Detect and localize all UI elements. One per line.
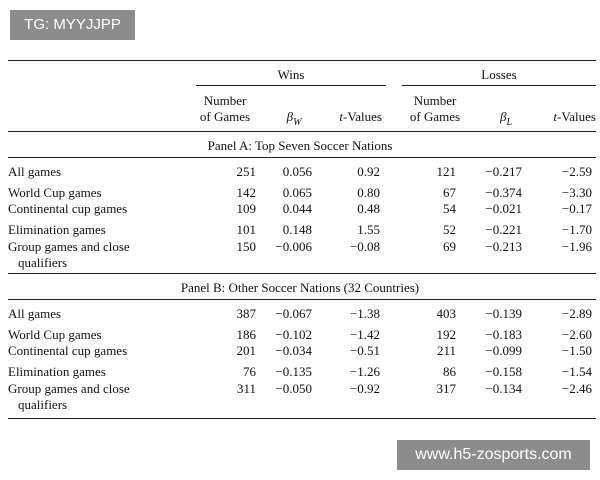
wins-number-header-line2: of Games [199,109,251,124]
losses-number-cell: 69 [443,239,456,254]
wins-number-cell: 251 [236,164,256,179]
losses-number-cell: 403 [436,306,456,321]
wins-number-cell: 311 [236,381,256,396]
top-rule [8,60,596,61]
wins-number-cell: 186 [236,327,256,342]
beta-w-cell: 0.056 [282,164,312,179]
beta-l-cell: −0.021 [485,201,522,216]
beta-w-subscript: W [293,116,302,128]
t-wins-cell: −1.42 [349,327,380,342]
t-losses-cell: −1.54 [561,364,592,379]
wins-number-header-line1: Number [203,93,247,108]
t-wins-cell: −1.26 [349,364,380,379]
t-losses-cell: −1.96 [561,239,592,254]
row-label: Continental cup games [8,343,128,358]
row-label: Group games and close [8,239,130,254]
losses-number-header-line1: Number [413,93,457,108]
beta-l-cell: −0.213 [485,239,522,254]
losses-number-cell: 211 [436,343,456,358]
t-losses-cell: −2.89 [561,306,592,321]
row-label: Elimination games [8,364,106,379]
losses-underline [402,85,596,86]
row-label: All games [8,306,62,321]
losses-number-cell: 86 [443,364,456,379]
t-wins-cell: 0.80 [357,185,380,200]
beta-w-cell: −0.102 [275,327,312,342]
beta-l-cell: −0.221 [485,222,522,237]
t-values-wins-rest: -Values [343,109,382,124]
beta-w-cell: −0.135 [275,364,312,379]
beta-w-symbol: β [286,109,294,124]
wins-header: Wins [277,67,305,82]
t-values-wins-header [320,109,382,125]
t-values-wins-t: t [339,109,343,124]
t-values-losses-rest: -Values [557,109,596,124]
beta-w-cell: −0.067 [275,306,312,321]
losses-number-cell: 67 [443,185,456,200]
beta-l-symbol: β [499,109,507,124]
header-rule [8,131,596,132]
losses-number-cell: 54 [443,201,456,216]
t-wins-cell: 0.92 [357,164,380,179]
t-wins-cell: 1.55 [357,222,380,237]
t-losses-cell: −2.59 [561,164,592,179]
beta-w-cell: −0.034 [275,343,312,358]
losses-number-cell: 52 [443,222,456,237]
panel-a-rule [8,157,596,158]
beta-l-header [484,109,528,131]
row-label: Group games and close [8,381,130,396]
beta-w-cell: 0.065 [282,185,312,200]
t-values-losses-header [530,109,596,125]
watermark-bottom-right: www.h5-zosports.com [397,440,590,470]
panel-a-bottom-rule [8,273,596,274]
row-label: World Cup games [8,185,102,200]
t-losses-cell: −1.50 [561,343,592,358]
beta-l-subscript: L [506,116,513,128]
t-values-losses-t: t [553,109,557,124]
watermark-top-left: TG: MYYJJPP [10,10,135,40]
losses-header: Losses [481,67,517,82]
beta-l-cell: −0.099 [485,343,522,358]
wins-number-cell: 142 [236,185,256,200]
row-label: Continental cup games [8,201,128,216]
wins-number-cell: 201 [236,343,256,358]
beta-l-cell: −0.183 [485,327,522,342]
beta-w-cell: 0.044 [282,201,312,216]
row-label-continuation: qualifiers [18,255,68,270]
wins-number-cell: 109 [236,201,256,216]
t-losses-cell: −0.17 [561,201,592,216]
losses-number-cell: 121 [436,164,456,179]
t-losses-cell: −3.30 [561,185,592,200]
wins-number-cell: 387 [236,306,256,321]
beta-l-cell: −0.217 [485,164,522,179]
t-losses-cell: −2.46 [561,381,592,396]
beta-w-cell: −0.006 [275,239,312,254]
beta-l-cell: −0.139 [485,306,522,321]
wins-number-cell: 150 [236,239,256,254]
beta-w-cell: 0.148 [282,222,312,237]
losses-number-header-line2: of Games [409,109,461,124]
wins-number-cell: 101 [236,222,256,237]
t-wins-cell: −1.38 [349,306,380,321]
panel-b-rule [8,299,596,300]
panel-b-title: Panel B: Other Soccer Nations (32 Countries) [180,280,420,295]
beta-w-cell: −0.050 [275,381,312,396]
wins-number-cell: 76 [243,364,256,379]
t-wins-cell: 0.48 [357,201,380,216]
bottom-rule [8,418,596,419]
beta-l-cell: −0.134 [485,381,522,396]
beta-l-cell: −0.158 [485,364,522,379]
t-wins-cell: −0.51 [349,343,380,358]
wins-underline [196,85,386,86]
t-wins-cell: −0.92 [349,381,380,396]
t-wins-cell: −0.08 [349,239,380,254]
panel-a-title: Panel A: Top Seven Soccer Nations [207,138,393,153]
row-label: All games [8,164,62,179]
t-losses-cell: −2.60 [561,327,592,342]
t-losses-cell: −1.70 [561,222,592,237]
beta-l-cell: −0.374 [485,185,522,200]
losses-number-cell: 192 [436,327,456,342]
row-label: Elimination games [8,222,106,237]
beta-w-header [272,109,316,131]
row-label: World Cup games [8,327,102,342]
losses-number-cell: 317 [436,381,456,396]
row-label-continuation: qualifiers [18,397,68,412]
